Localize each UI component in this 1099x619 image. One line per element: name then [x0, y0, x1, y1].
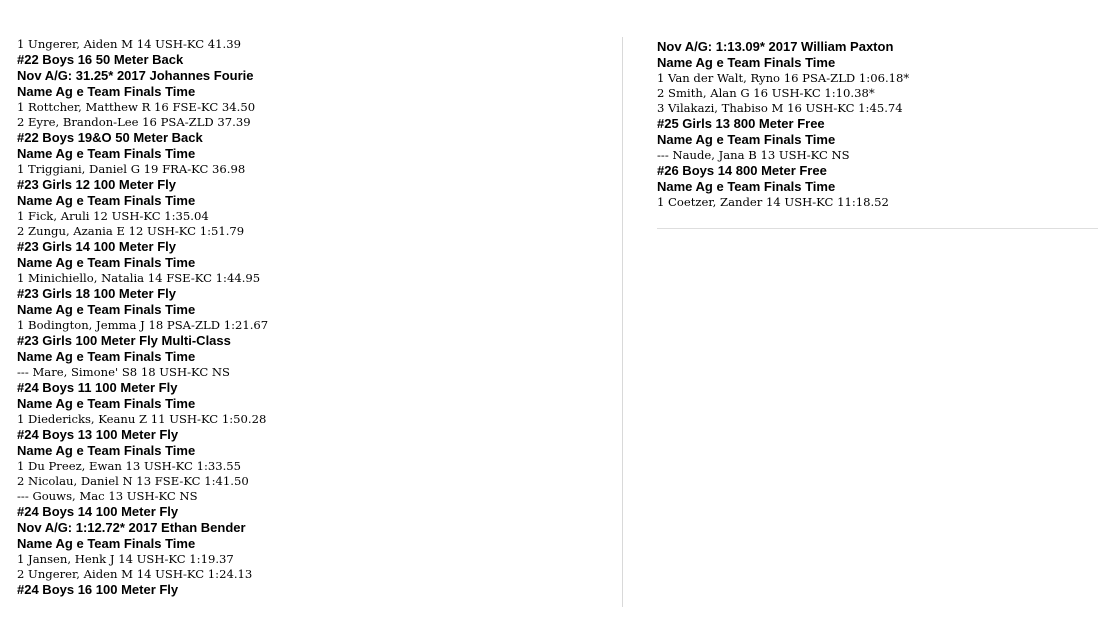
event-heading: #24 Boys 11 100 Meter Fly	[17, 380, 178, 395]
event-heading: #22 Boys 16 50 Meter Back	[17, 52, 184, 67]
result-line: 1 Du Preez, Ewan 13 USH-KC 1:33.55	[17, 459, 242, 473]
result-line: 1 Van der Walt, Ryno 16 PSA-ZLD 1:06.18*	[657, 71, 910, 85]
event-heading: #23 Girls 100 Meter Fly Multi-Class	[17, 333, 231, 348]
result-line: 1 Diedericks, Keanu Z 11 USH-KC 1:50.28	[17, 412, 267, 426]
result-line: 1 Jansen, Henk J 14 USH-KC 1:19.37	[17, 552, 234, 566]
result-line: --- Mare, Simone' S8 18 USH-KC NS	[17, 365, 230, 379]
event-heading: #22 Boys 19&O 50 Meter Back	[17, 130, 203, 145]
event-heading: #23 Girls 14 100 Meter Fly	[17, 239, 176, 254]
event-heading: #23 Girls 12 100 Meter Fly	[17, 177, 176, 192]
column-divider	[622, 37, 623, 607]
event-heading: #26 Boys 14 800 Meter Free	[657, 163, 827, 178]
column-header-line: Name Ag e Team Finals Time	[17, 396, 196, 411]
result-line: 1 Triggiani, Daniel G 19 FRA-KC 36.98	[17, 162, 246, 176]
result-line: 1 Coetzer, Zander 14 USH-KC 11:18.52	[657, 195, 889, 209]
event-heading: #24 Boys 13 100 Meter Fly	[17, 427, 179, 442]
column-header-line: Name Ag e Team Finals Time	[17, 349, 196, 364]
result-line: 2 Zungu, Azania E 12 USH-KC 1:51.79	[17, 224, 245, 238]
column-header-line: Name Ag e Team Finals Time	[657, 55, 836, 70]
record-line: Nov A/G: 31.25* 2017 Johannes Fourie	[17, 68, 254, 83]
event-heading: #25 Girls 13 800 Meter Free	[657, 116, 825, 131]
event-heading: #23 Girls 18 100 Meter Fly	[17, 286, 176, 301]
results-column-left	[17, 37, 607, 598]
result-line: 3 Vilakazi, Thabiso M 16 USH-KC 1:45.74	[657, 101, 903, 115]
record-line: Nov A/G: 1:12.72* 2017 Ethan Bender	[17, 520, 246, 535]
result-line: 1 Bodington, Jemma J 18 PSA-ZLD 1:21.67	[17, 318, 269, 332]
result-line: 1 Ungerer, Aiden M 14 USH-KC 41.39	[17, 37, 241, 51]
result-line: 1 Fick, Aruli 12 USH-KC 1:35.04	[17, 209, 209, 223]
column-header-line: Name Ag e Team Finals Time	[17, 255, 196, 270]
column-header-line: Name Ag e Team Finals Time	[17, 84, 196, 99]
column-header-line: Name Ag e Team Finals Time	[17, 302, 196, 317]
result-line: 1 Rottcher, Matthew R 16 FSE-KC 34.50	[17, 100, 256, 114]
result-line: 1 Minichiello, Natalia 14 FSE-KC 1:44.95	[17, 271, 261, 285]
column-header-line: Name Ag e Team Finals Time	[17, 536, 196, 551]
result-line: 2 Eyre, Brandon-Lee 16 PSA-ZLD 37.39	[17, 115, 251, 129]
result-line: 2 Smith, Alan G 16 USH-KC 1:10.38*	[657, 86, 875, 100]
event-heading: #24 Boys 16 100 Meter Fly	[17, 582, 179, 597]
result-line: --- Gouws, Mac 13 USH-KC NS	[17, 489, 198, 503]
column-header-line: Name Ag e Team Finals Time	[17, 146, 196, 161]
column-header-line: Name Ag e Team Finals Time	[17, 443, 196, 458]
section-rule	[657, 228, 1098, 229]
event-heading: #24 Boys 14 100 Meter Fly	[17, 504, 179, 519]
result-line: 2 Nicolau, Daniel N 13 FSE-KC 1:41.50	[17, 474, 249, 488]
column-header-line: Name Ag e Team Finals Time	[17, 193, 196, 208]
result-line: --- Naude, Jana B 13 USH-KC NS	[657, 148, 850, 162]
record-line: Nov A/G: 1:13.09* 2017 William Paxton	[657, 39, 894, 54]
column-header-line: Name Ag e Team Finals Time	[657, 132, 836, 147]
results-column-right	[657, 37, 1097, 210]
column-header-line: Name Ag e Team Finals Time	[657, 179, 836, 194]
result-line: 2 Ungerer, Aiden M 14 USH-KC 1:24.13	[17, 567, 253, 581]
